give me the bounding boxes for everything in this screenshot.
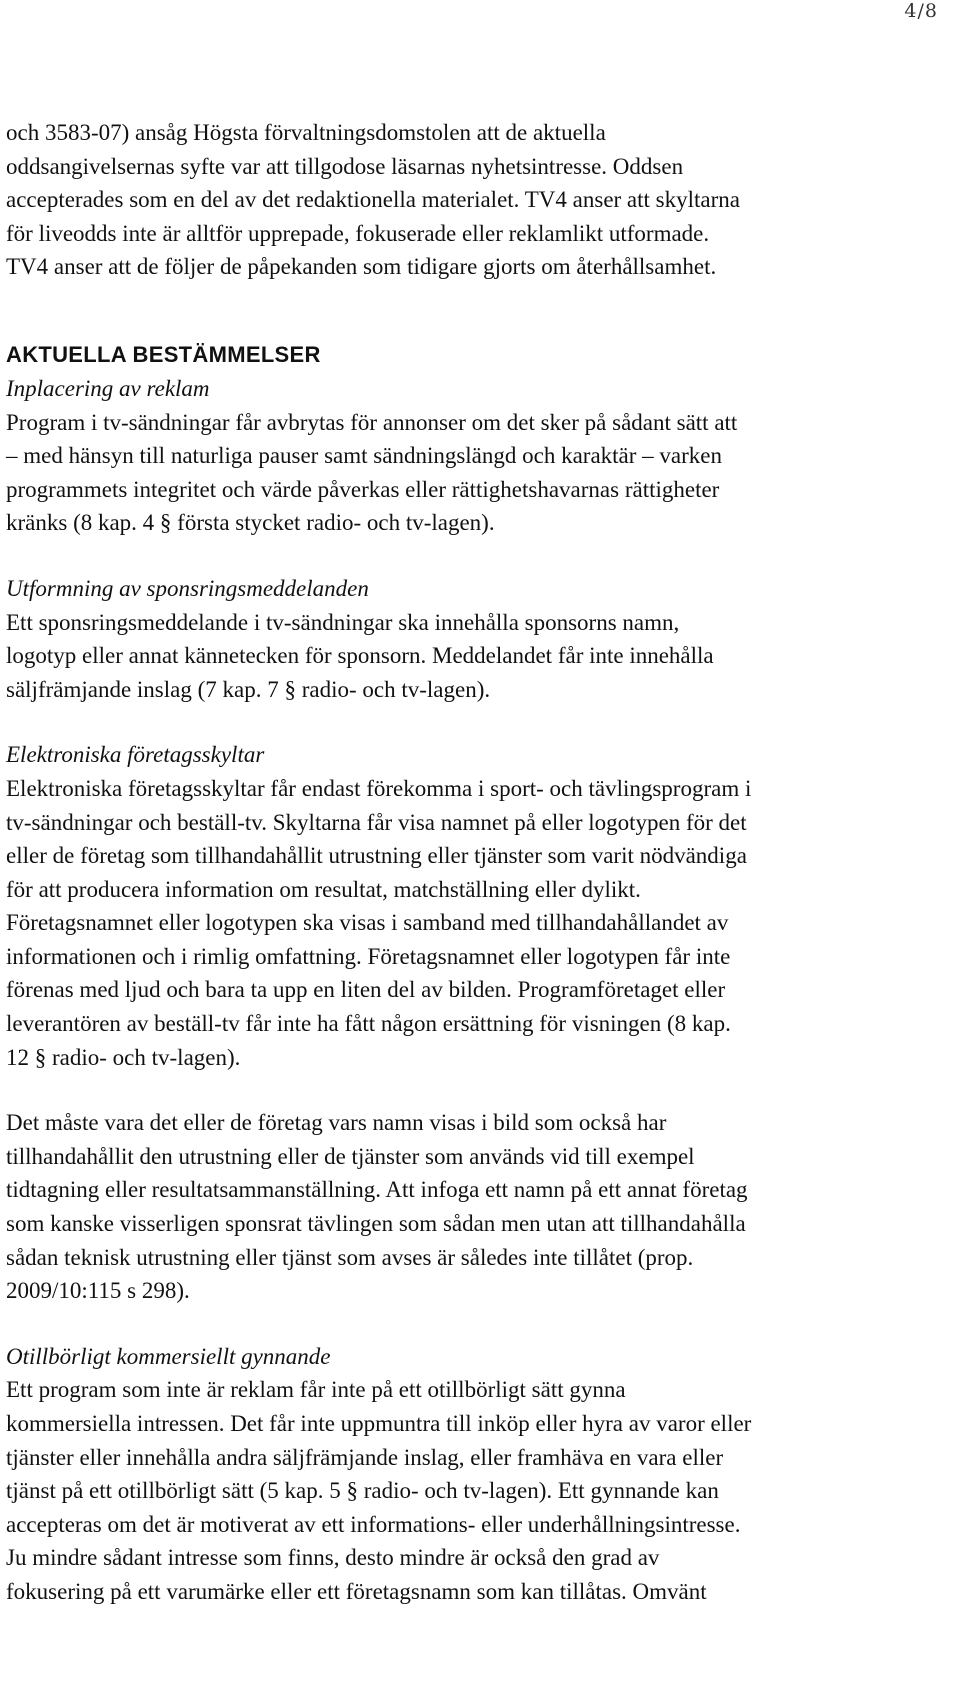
text-line: kommersiella intressen. Det får inte uppmuntra till inköp eller hyra av varor eller xyxy=(6,1411,752,1436)
otillborligt-paragraph xyxy=(6,1340,886,1609)
text-line: TV4 anser att de följer de påpekanden som tidigare gjorts om återhållsamhet. xyxy=(6,254,717,280)
subheading-elektroniska: Elektroniska företagsskyltar xyxy=(6,742,265,768)
text-line: tidtagning eller resultatsammanställning. Att infoga ett namn på ett annat företag xyxy=(6,1177,748,1203)
text-line: logotyp eller annat kännetecken för sponsorn. Meddelandet får inte innehålla xyxy=(6,643,714,669)
text-line: säljfrämjande inslag (7 kap. 7 § radio- och tv-lagen). xyxy=(6,676,491,702)
text-line: Ett sponsringsmeddelande i tv-sändningar ska innehålla sponsorns namn, xyxy=(6,609,680,635)
foretag-paragraph xyxy=(6,1106,886,1308)
spacer xyxy=(6,1308,886,1340)
document-body xyxy=(6,116,886,1609)
elektroniska-paragraph xyxy=(6,738,886,1074)
text-line: informationen och i rimlig omfattning. Företagsnamnet eller logotypen får inte xyxy=(6,943,731,969)
spacer xyxy=(6,1074,886,1106)
text-line: kränks (8 kap. 4 § första stycket radio- och tv-lagen). xyxy=(6,510,495,536)
text-line: oddsangivelsernas syfte var att tillgodose läsarnas nyhetsintresse. Oddsen xyxy=(6,153,684,179)
subheading-utformning: Utformning av sponsringsmeddelanden xyxy=(6,575,369,601)
spacer xyxy=(6,540,886,572)
text-line: för att producera information om resultat, matchställning eller dylikt. xyxy=(6,876,641,902)
text-line: Ju mindre sådant intresse som finns, desto mindre är också den grad av xyxy=(6,1545,660,1571)
text-line: accepteras om det är motiverat av ett informations- eller underhållningsintresse. xyxy=(6,1511,741,1537)
section-heading: AKTUELLA BESTÄMMELSER xyxy=(6,341,321,367)
text-line: och 3583-07) ansåg Högsta förvaltningsdomstolen att de aktuella xyxy=(6,120,606,145)
text-line: Det måste vara det eller de företag vars namn visas i bild som också har xyxy=(6,1110,667,1136)
text-line: fokusering på ett varumärke eller ett företagsnamn som kan tillåtas. Omvänt xyxy=(6,1578,707,1604)
text-line: tv-sändningar och beställ-tv. Skyltarna får visa namnet på eller logotypen för det xyxy=(6,809,747,835)
text-line: – med hänsyn till naturliga pauser samt sändningslängd och karaktär – varken xyxy=(6,443,722,469)
text-line: tjänster eller innehålla andra säljfrämjande inslag, eller framhäva en vara eller xyxy=(6,1444,724,1470)
text-line: accepterades som en del av det redaktionella materialet. TV4 anser att skyltarna xyxy=(6,187,740,213)
text-line: eller de företag som tillhandahållit utrustning eller tjänster som varit nödvändiga xyxy=(6,843,747,869)
text-line: 2009/10:115 s 298). xyxy=(6,1278,190,1304)
text-line: 12 § radio- och tv-lagen). xyxy=(6,1044,241,1070)
text-line: förenas med ljud och bara ta upp en liten del av bilden. Programföretaget eller xyxy=(6,977,726,1003)
text-line: leverantören av beställ-tv får inte ha fått någon ersättning för visningen (8 kap. xyxy=(6,1011,731,1037)
page-number: 4/8 xyxy=(904,0,938,22)
subheading-otillborligt: Otillbörligt kommersiellt gynnande xyxy=(6,1343,331,1369)
text-line: Elektroniska företagsskyltar får endast förekomma i sport- och tävlingsprogram i xyxy=(6,775,752,801)
subheading-inplacering: Inplacering av reklam xyxy=(6,375,210,401)
utformning-paragraph xyxy=(6,572,886,706)
text-line: tjänst på ett otillbörligt sätt (5 kap. 5 § radio- och tv-lagen). Ett gynnande kan xyxy=(6,1478,719,1504)
text-line: Ett program som inte är reklam får inte på ett otillbörligt sätt gynna xyxy=(6,1377,626,1403)
intro-paragraph xyxy=(6,116,886,284)
text-line: Program i tv-sändningar får avbrytas för annonser om det sker på sådant sätt att xyxy=(6,409,738,435)
text-line: tillhandahållit den utrustning eller de tjänster som används vid till exempel xyxy=(6,1143,695,1169)
spacer xyxy=(6,706,886,738)
text-line: för liveodds inte är alltför upprepade, fokuserade eller reklamlikt utformade. xyxy=(6,220,710,246)
spacer xyxy=(6,284,886,338)
text-line: som kanske visserligen sponsrat tävlingen som sådan men utan att tillhandahålla xyxy=(6,1211,746,1237)
text-line: programmets integritet och värde påverkas eller rättighetshavarnas rättigheter xyxy=(6,476,720,502)
text-line: Företagsnamnet eller logotypen ska visas i samband med tillhandahållandet av xyxy=(6,910,729,936)
inplacering-paragraph xyxy=(6,372,886,540)
text-line: sådan teknisk utrustning eller tjänst som avses är således inte tillåtet (prop. xyxy=(6,1244,694,1270)
